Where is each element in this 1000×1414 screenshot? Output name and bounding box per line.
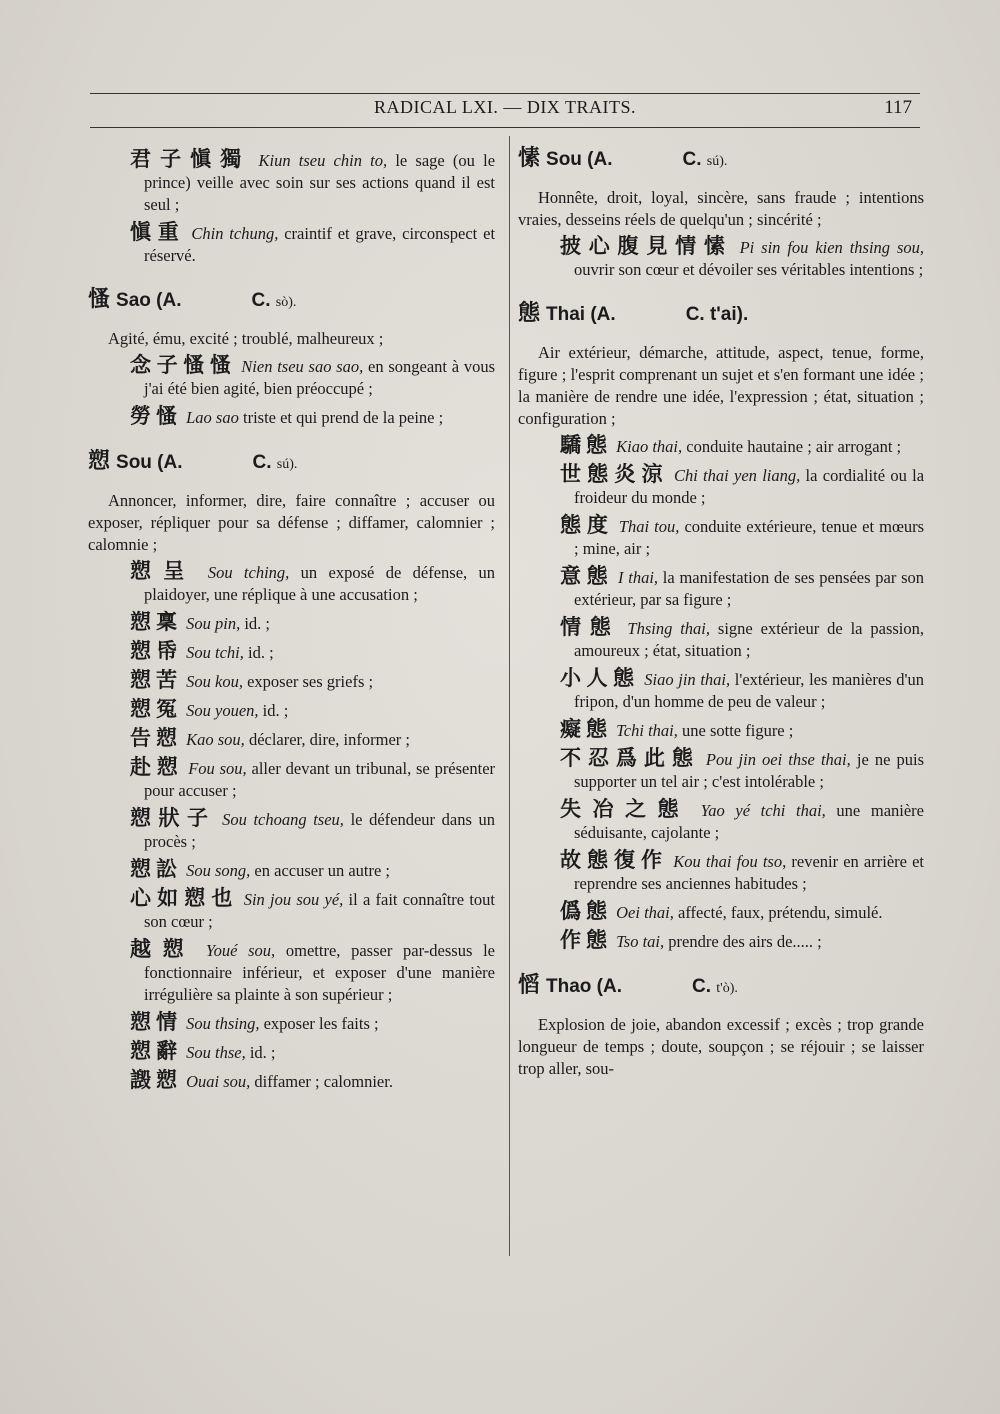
chinese-characters: 愬訟	[130, 857, 182, 881]
cantonese-reading: t'ò).	[716, 981, 738, 996]
dictionary-entry	[518, 148, 924, 281]
example-entry	[518, 434, 924, 458]
example-entry	[518, 667, 924, 713]
entry-heading	[88, 451, 495, 476]
romanization: Sou song,	[186, 861, 251, 880]
dictionary-entry	[88, 451, 495, 1093]
cantonese-reading: sú).	[706, 154, 728, 169]
definition: Honnête, droit, loyal, sincère, sans fraude ; intentions vraies, desseins réels de quelqu'un ; sincérité ;	[518, 188, 924, 229]
dictionary-entry	[88, 289, 495, 429]
romanization: Kiao thai,	[616, 437, 683, 456]
chinese-characters: 意態	[560, 564, 614, 588]
romanization: Pou jin oei thse thai,	[705, 750, 851, 769]
chinese-characters: 勞慅	[130, 404, 182, 428]
gloss: id. ;	[262, 701, 289, 720]
romanization: Chin tchung,	[191, 224, 279, 243]
radical-character: 慆	[518, 973, 541, 998]
chinese-characters: 世態炎涼	[560, 462, 669, 486]
gloss: il a fait connaître tout son cœur ;	[144, 890, 496, 931]
dictionary-entry	[518, 975, 924, 1080]
gloss: triste et qui prend de la peine ;	[242, 408, 444, 427]
gloss: id. ;	[249, 1043, 276, 1062]
chinese-characters: 愬苦	[130, 668, 182, 692]
chinese-characters: 驕態	[560, 433, 612, 457]
radical-character: 態	[518, 301, 541, 326]
romanization: Sou tchi,	[186, 643, 244, 662]
entry-reading: Sou (A.	[546, 149, 613, 170]
chinese-characters: 癡態	[560, 717, 612, 741]
cantonese-label: C. t'ai).	[685, 304, 749, 325]
radical-character: 慅	[88, 287, 111, 312]
radical-character: 愫	[518, 146, 541, 171]
chinese-characters: 念子慅慅	[130, 353, 237, 377]
header-rule-bottom	[90, 127, 920, 128]
romanization: Sin jou sou yé,	[243, 890, 344, 909]
chinese-characters: 愬狀子	[130, 806, 216, 830]
romanization: Siao jin thai,	[644, 670, 731, 689]
example-entry	[518, 235, 924, 281]
cantonese-reading: sú).	[276, 457, 298, 472]
gloss: ouvrir son cœur et dévoiler ses véritables intentions ;	[574, 260, 924, 279]
example-entry	[88, 698, 495, 722]
example-entry	[518, 747, 924, 793]
gloss: prendre des airs de..... ;	[668, 932, 822, 951]
header-rule-top	[90, 93, 920, 94]
example-entry	[88, 640, 495, 664]
gloss: signe extérieur de la passion, amoureux ; état, situation ;	[574, 619, 924, 660]
gloss: une manière séduisante, cajolante ;	[574, 801, 924, 842]
cantonese-reading: sò).	[275, 295, 297, 310]
gloss: déclarer, dire, informer ;	[248, 730, 410, 749]
gloss: conduite extérieure, tenue et mœurs ; mine, air ;	[574, 517, 925, 558]
gloss: craintif et grave, circonspect et réservé.	[144, 224, 496, 265]
entry-reading: Thao (A.	[546, 976, 623, 997]
chinese-characters: 情態	[560, 615, 620, 639]
definition: Agité, ému, excité ; troublé, malheureux ;	[108, 329, 384, 348]
gloss: conduite hautaine ; air arrogant ;	[686, 437, 902, 456]
chinese-characters: 失冶之態	[560, 797, 690, 821]
cantonese-label: C.	[692, 976, 712, 997]
romanization: Chi thai yen liang,	[673, 466, 801, 485]
example-entry	[88, 611, 495, 635]
chinese-characters: 披心腹見情愫	[560, 234, 733, 258]
example-entry	[518, 929, 924, 953]
chinese-characters: 愬冤	[130, 697, 182, 721]
romanization: Sou pin,	[186, 614, 241, 633]
chinese-characters: 故態復作	[560, 848, 669, 872]
chinese-characters: 小人態	[560, 666, 640, 690]
romanization: Pi sin fou kien thsing sou,	[739, 238, 924, 257]
chinese-characters: 愬呈	[130, 559, 197, 583]
example-entry	[88, 669, 495, 693]
gloss: diffamer ; calomnier.	[254, 1072, 393, 1091]
chinese-characters: 告愬	[130, 726, 182, 750]
example-entry	[88, 756, 495, 802]
example-entry	[518, 718, 924, 742]
example-entry	[88, 148, 495, 216]
example-entry	[518, 616, 924, 662]
romanization: Kao sou,	[186, 730, 245, 749]
gloss: affecté, faux, prétendu, simulé.	[678, 903, 883, 922]
example-entry	[88, 354, 495, 400]
entry-heading	[88, 289, 495, 314]
romanization: Kou thai fou tso,	[673, 852, 787, 871]
romanization: Sou tching,	[207, 563, 290, 582]
chinese-characters: 譭愬	[130, 1068, 182, 1092]
example-entry	[518, 900, 924, 924]
gloss: une sotte figure ;	[682, 721, 794, 740]
dictionary-entry	[518, 303, 924, 953]
entry-reading: Thai (A.	[546, 304, 616, 325]
entry-heading	[518, 303, 924, 328]
entry-heading	[518, 148, 924, 173]
romanization: Nien tseu sao sao,	[241, 357, 364, 376]
example-entry	[88, 887, 495, 933]
romanization: Sou youen,	[186, 701, 259, 720]
chinese-characters: 心如愬也	[130, 886, 239, 910]
definition: Air extérieur, démarche, attitude, aspect, tenue, forme, figure ; l'esprit comprenant un sujet et s'en formant une idée ; la manière de rendre une idée, l'expression ; état, situation ; configuration ;	[518, 343, 924, 428]
romanization: Sou thsing,	[186, 1014, 260, 1033]
chinese-characters: 僞態	[560, 899, 612, 923]
example-entry	[88, 1040, 495, 1064]
chinese-characters: 作態	[560, 928, 612, 952]
romanization: Sou tchoang tseu,	[222, 810, 344, 829]
right-column	[518, 140, 924, 1084]
romanization: Oei thai,	[616, 903, 674, 922]
gloss: id. ;	[248, 643, 274, 662]
example-entry	[518, 798, 924, 844]
entry-reading: Sao (A.	[116, 290, 182, 311]
chinese-characters: 越愬	[130, 937, 196, 961]
example-entry	[88, 727, 495, 751]
romanization: Lao sao	[186, 408, 239, 427]
cantonese-label: C.	[682, 149, 702, 170]
cantonese-label: C.	[251, 290, 271, 311]
example-entry	[88, 405, 495, 429]
romanization: Youé sou,	[205, 941, 276, 960]
definition: Explosion de joie, abandon excessif ; excès ; trop grande longueur de temps ; doute, soupçon ; se réjouir ; se laisser trop aller, sou-	[518, 1015, 924, 1078]
gloss: la cordialité ou la froideur du monde ;	[574, 466, 925, 507]
entry-reading: Sou (A.	[116, 452, 183, 473]
gloss: un exposé de défense, un plaidoyer, une réplique à une accusation ;	[144, 563, 496, 604]
cantonese-label: C.	[252, 452, 272, 473]
romanization: Thsing thai,	[627, 619, 711, 638]
example-entry	[88, 1011, 495, 1035]
gloss: id. ;	[244, 614, 271, 633]
romanization: I thai,	[618, 568, 659, 587]
chinese-characters: 態度	[560, 513, 614, 537]
radical-character: 愬	[88, 449, 111, 474]
chinese-characters: 愬情	[130, 1010, 182, 1034]
romanization: Sou kou,	[186, 672, 243, 691]
left-column	[88, 140, 495, 1098]
column-divider	[509, 136, 510, 1256]
chinese-characters: 愬帋	[130, 639, 182, 663]
gloss: omettre, passer par-dessus le fonctionnaire inférieur, et exposer d'une manière irrégulière sa plainte à son supérieur ;	[144, 941, 495, 1004]
page-number: 117	[884, 97, 912, 118]
romanization: Kiun tseu chin to,	[258, 151, 388, 170]
example-entry	[518, 463, 924, 509]
chinese-characters: 不忍爲此態	[560, 746, 700, 770]
chinese-characters: 愬稟	[130, 610, 182, 634]
example-entry	[88, 560, 495, 606]
gloss: le défendeur dans un procès ;	[144, 810, 496, 851]
example-entry	[518, 565, 924, 611]
example-entry	[88, 938, 495, 1006]
chinese-characters: 愬辭	[130, 1039, 182, 1063]
chinese-characters: 愼重	[130, 220, 186, 244]
gloss: l'extérieur, les manières d'un fripon, d'un homme de peu de valeur ;	[574, 670, 924, 711]
romanization: Ouai sou,	[186, 1072, 251, 1091]
example-entry	[88, 858, 495, 882]
running-head: RADICAL LXI. — DIX TRAITS.	[374, 97, 636, 117]
chinese-characters: 赴愬	[130, 755, 184, 779]
gloss: en songeant à vous j'ai été bien agité, bien préoccupé ;	[144, 357, 496, 398]
gloss: le sage (ou le prince) veille avec soin sur ses actions quand il est seul ;	[144, 151, 496, 214]
romanization: Thai tou,	[618, 517, 680, 536]
romanization: Yao yé tchi thai,	[700, 801, 826, 820]
gloss: aller devant un tribunal, se présenter pour accuser ;	[144, 759, 496, 800]
gloss: en accuser un autre ;	[254, 861, 391, 880]
example-entry	[88, 807, 495, 853]
entry-heading	[518, 975, 924, 1000]
gloss: la manifestation de ses pensées par son extérieur, par sa figure ;	[574, 568, 925, 609]
example-entry	[88, 221, 495, 267]
romanization: Fou sou,	[188, 759, 247, 778]
example-entry	[518, 849, 924, 895]
romanization: Tso tai,	[616, 932, 665, 951]
example-entry	[88, 1069, 495, 1093]
romanization: Sou thse,	[186, 1043, 246, 1062]
gloss: revenir en arrière et reprendre ses anciennes habitudes ;	[574, 852, 925, 893]
gloss: je ne puis supporter un tel air ; c'est intolérable ;	[574, 750, 925, 791]
chinese-characters: 君子愼獨	[130, 147, 251, 171]
example-entry	[518, 514, 924, 560]
definition: Annoncer, informer, dire, faire connaître ; accuser ou exposer, répliquer pour sa défense ; diffamer, calomnier ; calomnie ;	[88, 491, 495, 554]
gloss: exposer ses griefs ;	[247, 672, 374, 691]
romanization: Tchi thai,	[616, 721, 678, 740]
gloss: exposer les faits ;	[263, 1014, 379, 1033]
